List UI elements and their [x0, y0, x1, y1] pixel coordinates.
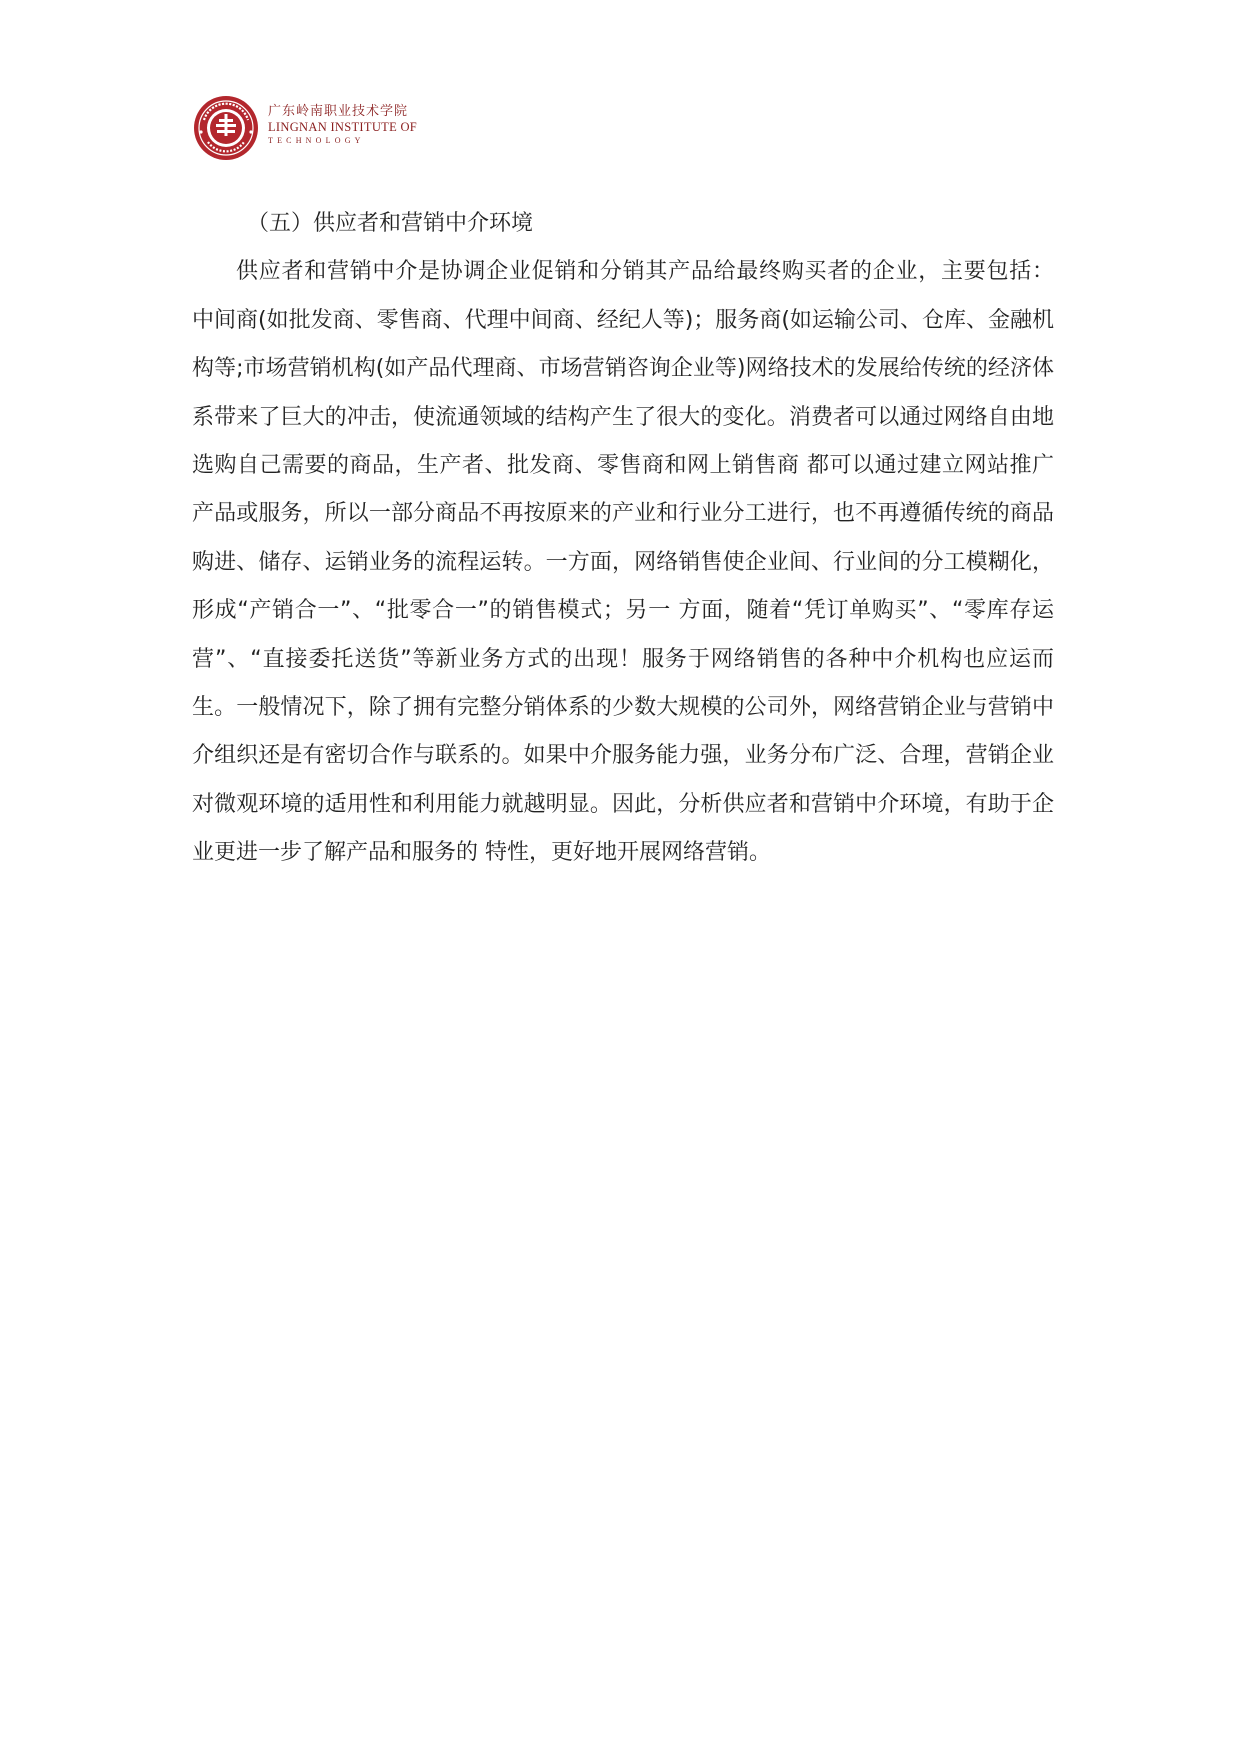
institute-name	[268, 104, 417, 146]
document-body	[192, 200, 1054, 878]
institute-name-cn: 广东岭南职业技术学院	[268, 104, 409, 119]
section-heading: （五）供应者和营销中介环境	[247, 211, 534, 236]
institute-name-en-line2: TECHNOLOGY	[268, 136, 365, 145]
body-paragraph: 供应者和营销中介是协调企业促销和分销其产品给最终购买者的企业，主要包括： 中间商(如批发商、零售商、代理中间商、经纪人等)；服务商(如运输公司、仓库、金融机构等;市场营销机构(如产品代理商、市场营销咨询企业等)网络技术的发展给传统的经济体系带来了巨大的冲击，使流通领域的结构产生了很大的变化。消费者可以通过网络自由地选购自己需要的商品，生产者、批发商、零售商和网上销售商 都可以通过建立网站推广产品或服务，所以一部分商品不再按原来的产业和行业分工进行，也不再遵循传统的商品购进、储存、运销业务的流程运转。一方面，网络销售使企业间、行业间的分工模糊化，形成“产销合一”、“批零合一”的销售模式；另一 方面，随着“凭订单购买”、“零库存运营”、“直接委托送货”等新业务方式的出现！服务于网络销售的各种中介机构也应运而生。一般情况下，除了拥有完整分销体系的少数大规模的公司外，网络营销企业与营销中介组织还是有密切合作与联系的。如果中介服务能力强，业务分布广泛、合理，营销企业对微观环境的适用性和利用能力就越明显。因此，分析供应者和营销中介环境，有助于企业更进一步了解产品和服务的 特性，更好地开展网络营销。	[192, 259, 1054, 866]
institute-name-en-line1: LINGNAN INSTITUTE OF	[268, 120, 418, 134]
institute-seal-logo	[192, 94, 260, 162]
page-header	[192, 94, 492, 164]
